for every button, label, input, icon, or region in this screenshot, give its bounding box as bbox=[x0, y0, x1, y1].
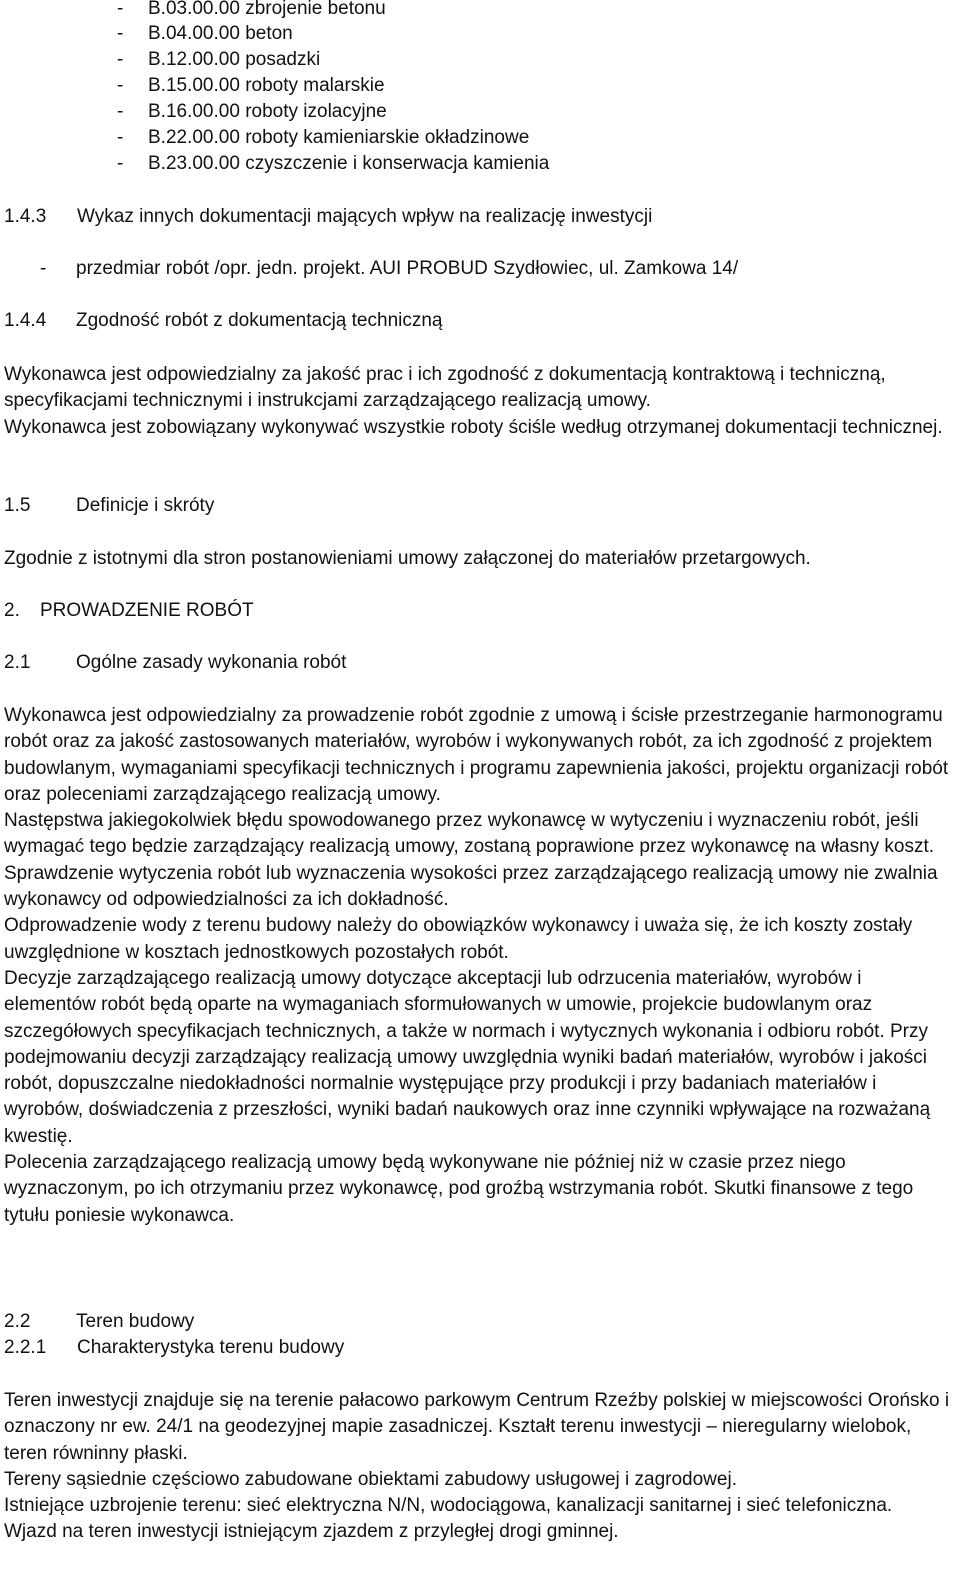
paragraph: Tereny sąsiednie częściowo zabudowane obiektami zabudowy usługowej i zagrodowej. bbox=[4, 1468, 737, 1490]
list-item-text: B.22.00.00 roboty kamieniarskie okładzinowe bbox=[148, 127, 530, 148]
paragraph: Następstwa jakiegokolwiek błędu spowodowanego przez wykonawcę w wytyczeniu i wyznaczeniu robót, jeśli wymagać tego będzie zarządzający realizacją umowy, zostaną poprawione przez wykonawcę na własny koszt. Sprawdzenie wytyczenia robót lub wyznaczenia wysokości przez zarządzającego realizacją umowy nie zwalnia wykonawcy od odpowiedzialności za ich dokładność. bbox=[4, 810, 938, 911]
section-title: Definicje i skróty bbox=[76, 495, 215, 516]
list-item-text: B.03.00.00 zbrojenie betonu bbox=[148, 0, 386, 19]
paragraph-block bbox=[4, 1388, 952, 1546]
list-item-text: B.15.00.00 roboty malarskie bbox=[148, 75, 385, 96]
paragraph: Zgodnie z istotnymi dla stron postanowieniami umowy załączonej do materiałów przetargowych. bbox=[4, 548, 811, 569]
paragraph: Wykonawca jest odpowiedzialny za prowadzenie robót zgodnie z umową i ścisłe przestrzeganie harmonogramu robót oraz za jakość zastosowanych materiałów, wyrobów i wykonywanych robót, za ich zgodność z projektem budowlanym, wymaganiami specyfikacji technicznych i programu zapewnienia jakości, projektu organizacji robót oraz poleceniami zarządzającego realizacją umowy. bbox=[4, 705, 949, 805]
paragraph: Odprowadzenie wody z terenu budowy należy do obowiązków wykonawcy i uważa się, że ich koszty zostały uwzględnione w kosztach jednostkowych pozostałych robót. bbox=[4, 915, 913, 963]
paragraph: Wykonawca jest odpowiedzialny za jakość prac i ich zgodność z dokumentacją kontraktową i techniczną, specyfikacjami technicznymi i instrukcjami zarządzającego realizacją umowy. bbox=[4, 364, 886, 412]
list-dash: - bbox=[117, 153, 124, 174]
list-item-text: B.23.00.00 czyszczenie i konserwacja kamienia bbox=[148, 153, 550, 174]
list-item-text: B.04.00.00 beton bbox=[148, 23, 293, 44]
list-dash: - bbox=[117, 23, 124, 44]
paragraph: Wykonawca jest zobowiązany wykonywać wszystkie roboty ściśle według otrzymanej dokumentacji technicznej. bbox=[4, 416, 943, 438]
paragraph-block bbox=[4, 362, 952, 441]
list-item-text: B.16.00.00 roboty izolacyjne bbox=[148, 101, 387, 122]
list-item-text: przedmiar robót /opr. jedn. projekt. AUI PROBUD Szydłowiec, ul. Zamkowa 14/ bbox=[76, 258, 739, 279]
chapter-title: PROWADZENIE ROBÓT bbox=[40, 600, 254, 621]
paragraph: Polecenia zarządzającego realizacją umowy będą wykonywane nie później niż w czasie przez niego wyznaczonym, po ich otrzymaniu przez wykonawcę, pod groźbą wstrzymania robót. Skutki finansowe z tego tytułu poniesie wykonawca. bbox=[4, 1152, 914, 1226]
section-title: Wykaz innych dokumentacji mających wpływ na realizację inwestycji bbox=[77, 206, 653, 227]
section-number: 1.4.4 bbox=[4, 310, 47, 331]
list-dash: - bbox=[117, 101, 124, 122]
list-dash: - bbox=[117, 127, 124, 148]
list-dash: - bbox=[117, 75, 124, 96]
list-dash: - bbox=[117, 49, 124, 70]
section-number: 1.5 bbox=[4, 495, 31, 516]
section-title: Zgodność robót z dokumentacją techniczną bbox=[76, 310, 443, 331]
paragraph-block bbox=[4, 703, 952, 1229]
section-title: Charakterystyka terenu budowy bbox=[77, 1337, 345, 1358]
section-number: 2.1 bbox=[4, 652, 31, 673]
list-item-text: B.12.00.00 posadzki bbox=[148, 49, 321, 70]
section-title: Ogólne zasady wykonania robót bbox=[76, 652, 347, 673]
section-number: 1.4.3 bbox=[4, 206, 47, 227]
paragraph: Wjazd na teren inwestycji istniejącym zjazdem z przyległej drogi gminnej. bbox=[4, 1521, 619, 1543]
section-title: Teren budowy bbox=[76, 1311, 195, 1332]
list-dash: - bbox=[117, 0, 124, 19]
paragraph: Decyzje zarządzającego realizacją umowy dotyczące akceptacji lub odrzucenia materiałów, wyrobów i elementów robót będą oparte na wymaganiach sformułowanych w umowie, projekcie budowlanym oraz szczegółowych specyfikacjach technicznych, a także w normach i wytycznych wykonania i odbioru robót. Przy podejmowaniu decyzji zarządzający realizacją umowy uwzględnia wyniki badań materiałów, wyrobów i jakości robót, dopuszczalne niedokładności normalnie występujące przy produkcji i przy badaniach materiałów i wyrobów, doświadczenia z przeszłości, wyniki badań naukowych oraz inne czynniki wpływające na rozważaną kwestię. bbox=[4, 967, 931, 1147]
paragraph: Istniejące uzbrojenie terenu: sieć elektryczna N/N, wodociągowa, kanalizacji sanitarnej i sieć telefoniczna. bbox=[4, 1495, 893, 1517]
section-number: 2.2.1 bbox=[4, 1337, 47, 1358]
list-dash: - bbox=[40, 258, 47, 279]
section-number: 2.2 bbox=[4, 1311, 31, 1332]
paragraph: Teren inwestycji znajduje się na terenie pałacowo parkowym Centrum Rzeźby polskiej w miejscowości Orońsko i oznaczony nr ew. 24/1 na geodezyjnej mapie zasadniczej. Kształt terenu inwestycji – nieregularny wielobok, teren równinny płaski. bbox=[4, 1390, 950, 1464]
chapter-number: 2. bbox=[4, 600, 20, 621]
